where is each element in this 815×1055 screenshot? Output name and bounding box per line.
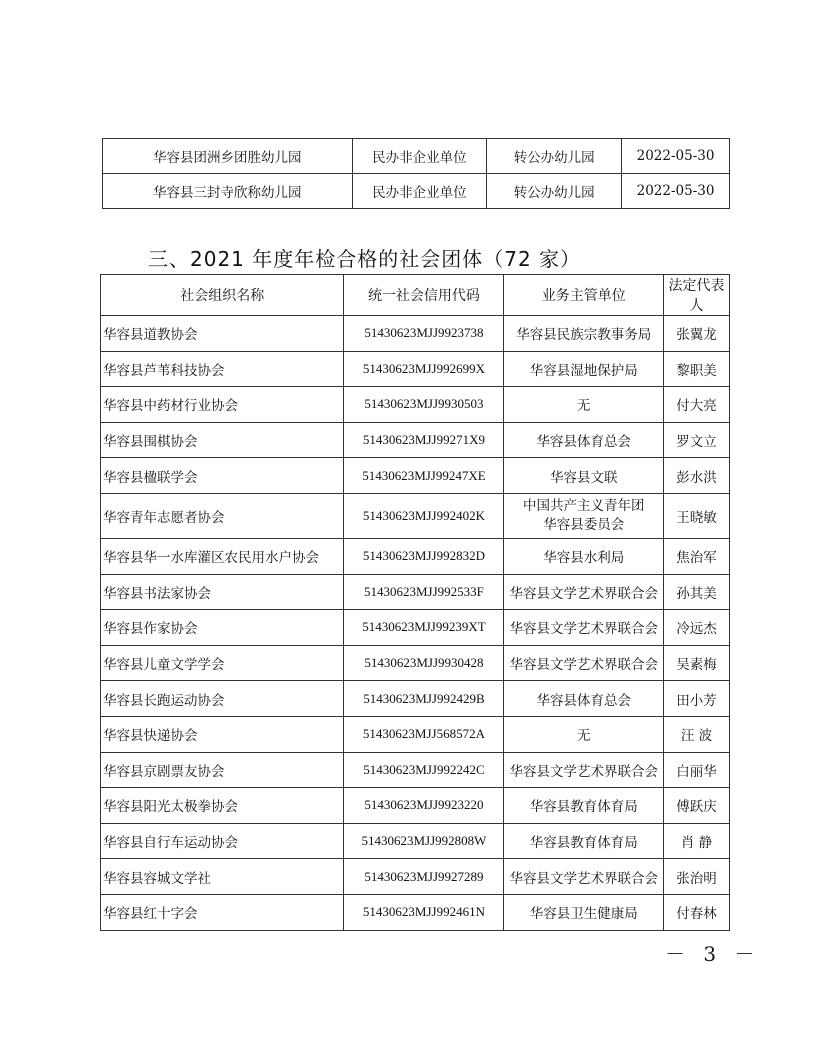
cell-dept: 无 (504, 716, 664, 752)
table-row (101, 645, 730, 681)
table-row (101, 823, 730, 859)
cell-dept: 华容县体育总会 (504, 422, 664, 458)
table-row (101, 387, 730, 423)
cell-dept: 华容县体育总会 (504, 681, 664, 717)
cell-name: 华容县自行车运动协会 (101, 823, 344, 859)
table-row (101, 422, 730, 458)
cell-code: 51430623MJJ9930428 (344, 645, 504, 681)
cell-name: 华容县楹联学会 (101, 458, 344, 494)
cell-rep: 罗文立 (664, 422, 730, 458)
cell-rep: 王晓敏 (664, 493, 730, 538)
cell-name: 华容县阳光太极拳协会 (101, 788, 344, 824)
cell-name: 华容县红十字会 (101, 894, 344, 930)
cell-name: 华容县书法家协会 (101, 574, 344, 610)
cell-dept: 华容县文学艺术界联合会 (504, 752, 664, 788)
cell-name: 华容县容城文学社 (101, 859, 344, 895)
cell-name: 华容县围棋协会 (101, 422, 344, 458)
cell-code: 51430623MJJ99239XT (344, 610, 504, 646)
cell-code: 51430623MJJ992242C (344, 752, 504, 788)
cell-code: 51430623MJJ992699X (344, 351, 504, 387)
header-rep: 法定代表人 (664, 275, 730, 316)
cell-dept: 华容县文学艺术界联合会 (504, 574, 664, 610)
cell-code: 51430623MJJ9923220 (344, 788, 504, 824)
cell-dept: 华容县水利局 (504, 538, 664, 574)
cell-name: 华容青年志愿者协会 (101, 493, 344, 538)
cell-rep: 焦治军 (664, 538, 730, 574)
cell-dept: 华容县卫生健康局 (504, 894, 664, 930)
table-row (101, 458, 730, 494)
cell-rep: 吴素梅 (664, 645, 730, 681)
cell-code: 51430623MJJ9927289 (344, 859, 504, 895)
table-row (101, 316, 730, 352)
cell-code: 51430623MJJ568572A (344, 716, 504, 752)
cell-dept: 华容县教育体育局 (504, 788, 664, 824)
cell-rep: 黎职美 (664, 351, 730, 387)
cell-name: 华容县儿童文学学会 (101, 645, 344, 681)
previous-table-continuation (102, 138, 730, 209)
cell-rep: 肖 静 (664, 823, 730, 859)
dept-line: 华容县委员会 (543, 516, 625, 533)
cell-name: 华容县长跑运动协会 (101, 681, 344, 717)
cell-rep: 孙其美 (664, 574, 730, 610)
table-row (101, 716, 730, 752)
table-row (103, 174, 730, 209)
cell-type: 民办非企业单位 (352, 174, 487, 209)
cell-dept (504, 493, 664, 538)
cell-name: 华容县华一水库灌区农民用水户协会 (101, 538, 344, 574)
table-row (101, 574, 730, 610)
table-row (101, 538, 730, 574)
page-number: － 3 － (665, 942, 761, 966)
cell-rep: 付大亮 (664, 387, 730, 423)
header-dept: 业务主管单位 (504, 275, 664, 316)
cell-type: 民办非企业单位 (352, 139, 487, 174)
table-header-row (101, 275, 730, 316)
cell-result: 转公办幼儿园 (487, 139, 622, 174)
table-row (101, 681, 730, 717)
cell-rep: 田小芳 (664, 681, 730, 717)
table-row (103, 139, 730, 174)
cell-name: 华容县三封寺欣称幼儿园 (103, 174, 353, 209)
cell-code: 51430623MJJ9923738 (344, 316, 504, 352)
cell-dept: 无 (504, 387, 664, 423)
cell-dept: 华容县文学艺术界联合会 (504, 645, 664, 681)
cell-rep: 白丽华 (664, 752, 730, 788)
cell-name: 华容县作家协会 (101, 610, 344, 646)
cell-dept: 华容县教育体育局 (504, 823, 664, 859)
cell-code: 51430623MJJ99271X9 (344, 422, 504, 458)
cell-name: 华容县京剧票友协会 (101, 752, 344, 788)
table-row (101, 610, 730, 646)
cell-dept: 华容县文联 (504, 458, 664, 494)
cell-name: 华容县中药材行业协会 (101, 387, 344, 423)
table-row (101, 859, 730, 895)
cell-rep: 彭水洪 (664, 458, 730, 494)
cell-rep: 张翼龙 (664, 316, 730, 352)
table-row (101, 351, 730, 387)
section-title: 三、2021 年度年检合格的社会团体（72 家） (148, 247, 582, 271)
cell-result: 转公办幼儿园 (487, 174, 622, 209)
cell-date: 2022-05-30 (622, 139, 730, 174)
cell-code: 51430623MJJ992402K (344, 493, 504, 538)
cell-name: 华容县道教协会 (101, 316, 344, 352)
cell-code: 51430623MJJ992461N (344, 894, 504, 930)
cell-code: 51430623MJJ9930503 (344, 387, 504, 423)
cell-date: 2022-05-30 (622, 174, 730, 209)
table-row (101, 788, 730, 824)
cell-code: 51430623MJJ992832D (344, 538, 504, 574)
header-name: 社会组织名称 (101, 275, 344, 316)
cell-code: 51430623MJJ992808W (344, 823, 504, 859)
cell-rep: 汪 波 (664, 716, 730, 752)
table-row (101, 752, 730, 788)
cell-dept: 华容县湿地保护局 (504, 351, 664, 387)
dept-line: 中国共产主义青年团 (522, 497, 645, 514)
cell-name: 华容县芦苇科技协会 (101, 351, 344, 387)
cell-code: 51430623MJJ99247XE (344, 458, 504, 494)
cell-dept: 华容县文学艺术界联合会 (504, 610, 664, 646)
cell-rep: 傅跃庆 (664, 788, 730, 824)
cell-name: 华容县快递协会 (101, 716, 344, 752)
table-row (101, 493, 730, 538)
header-code: 统一社会信用代码 (344, 275, 504, 316)
table-row (101, 894, 730, 930)
cell-rep: 付春林 (664, 894, 730, 930)
cell-code: 51430623MJJ992429B (344, 681, 504, 717)
cell-dept: 华容县文学艺术界联合会 (504, 859, 664, 895)
cell-rep: 张治明 (664, 859, 730, 895)
cell-dept: 华容县民族宗教事务局 (504, 316, 664, 352)
cell-rep: 冷远杰 (664, 610, 730, 646)
cell-code: 51430623MJJ992533F (344, 574, 504, 610)
cell-name: 华容县团洲乡团胜幼儿园 (103, 139, 353, 174)
social-groups-table (100, 274, 730, 931)
